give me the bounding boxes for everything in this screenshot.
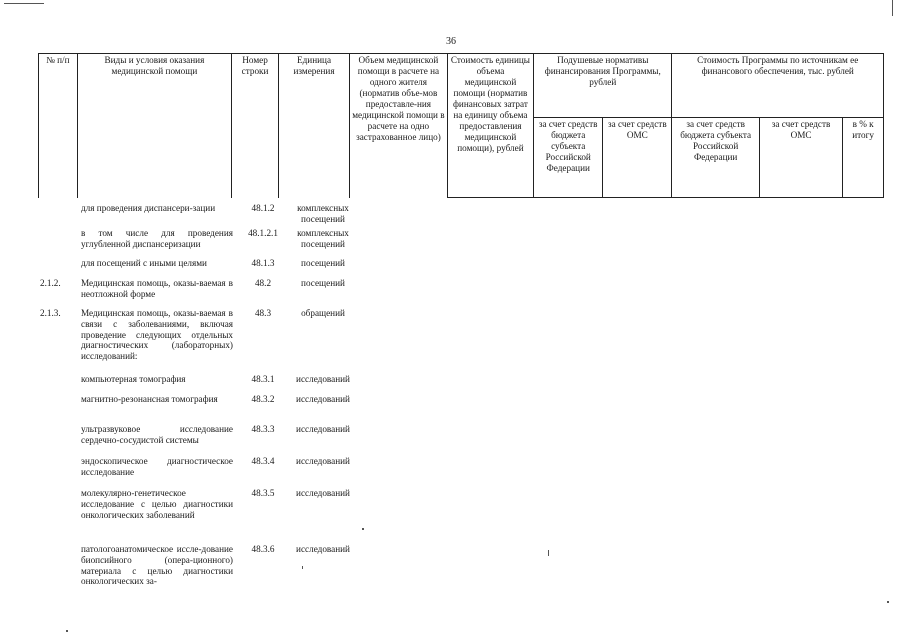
table-row — [38, 424, 359, 456]
row-num: 2.1.3. — [40, 308, 61, 318]
row-line-no: 48.1.2.1 — [248, 228, 278, 238]
row-name: молекулярно-генетическое исследование с целью диагностики онкологических заболеваний — [81, 488, 233, 520]
table-body — [38, 203, 359, 596]
header-program-pct: в % к итогу — [843, 118, 884, 198]
row-unit: исследований — [296, 374, 350, 384]
row-unit: комплексных посещений — [297, 228, 349, 249]
scan-speck — [66, 630, 68, 632]
header-program-cost: Стоимость Программы по источникам ее финансового обеспечения, тыс. рублей — [672, 54, 884, 118]
row-num — [38, 203, 79, 228]
scan-speck — [362, 528, 364, 530]
row-unit: посещений — [301, 258, 345, 268]
row-line-no: 48.3.5 — [251, 488, 275, 498]
row-name: магнитно-резонансная томография — [81, 394, 218, 404]
header-unit: Единица измерения — [278, 54, 349, 198]
row-name: компьютерная томография — [81, 374, 186, 384]
row-unit: исследований — [296, 394, 350, 404]
header-num: № п/п — [39, 54, 78, 198]
row-line-no: 48.2 — [254, 278, 272, 288]
row-num — [38, 374, 79, 394]
scan-mark-right-edge — [892, 0, 893, 16]
row-num — [38, 394, 79, 424]
row-unit: исследований — [296, 424, 350, 434]
row-num — [38, 456, 79, 488]
row-line-no: 48.3.4 — [251, 456, 275, 466]
row-unit: исследований — [296, 456, 350, 466]
header-program-oms: за счет средств ОМС — [759, 118, 842, 198]
row-name: для посещений с иными целями — [81, 258, 207, 268]
header-per-capita: Подушевые нормативы финансирования Программы, рублей — [534, 54, 672, 118]
row-name: эндоскопическое диагностическое исследование — [81, 456, 233, 477]
row-name: ультразвуковое исследование сердечно-сосудистой системы — [81, 424, 233, 445]
row-unit: исследований — [296, 544, 350, 554]
row-unit: обращений — [301, 308, 345, 318]
row-name: патологоанатомическое иссле-дование биопсийного (опера-ционного) материала с целью диагностики онкологических за- — [81, 544, 233, 587]
scan-mark-top-left — [4, 3, 44, 4]
row-line-no: 48.1.3 — [251, 258, 275, 268]
header-cost: Стоимость единицы объема медицинской помощи (норматив финансовых затрат на единицу объема предоставления медицинской помощи), рублей — [447, 54, 533, 198]
row-line-no: 48.3.3 — [251, 424, 275, 434]
row-num — [38, 424, 79, 456]
row-num — [38, 488, 79, 544]
row-num — [38, 544, 79, 596]
row-line-no: 48.3 — [254, 308, 272, 318]
header-row-no: Номер строки — [232, 54, 279, 198]
row-line-no: 48.1.2 — [251, 203, 275, 213]
row-name: в том числе для проведения углубленной диспансеризации — [81, 228, 233, 249]
scan-speck — [548, 550, 549, 556]
row-name: Медицинская помощь, оказы-ваемая в связи с заболеваниями, включая проведение следующих отдельных диагностических (лабораторных) исследований: — [81, 308, 233, 362]
row-name: Медицинская помощь, оказы-ваемая в неотложной форме — [81, 278, 233, 299]
scan-speck — [887, 601, 889, 603]
page-number: 36 — [446, 36, 456, 47]
table-header — [38, 53, 884, 198]
table-row — [38, 308, 359, 374]
row-unit: посещений — [301, 278, 345, 288]
table-row — [38, 394, 359, 424]
table-row — [38, 278, 359, 308]
row-name: для проведения диспансери-зации — [81, 203, 216, 213]
header-program-budget: за счет средств бюджета субъекта Российской Федерации — [672, 118, 759, 198]
header-per-capita-oms: за счет средств ОМС — [603, 118, 672, 198]
row-num — [38, 228, 79, 258]
header-per-capita-budget: за счет средств бюджета субъекта Российской Федерации — [534, 118, 603, 198]
row-unit: комплексных посещений — [297, 203, 349, 224]
table-row — [38, 228, 359, 258]
row-line-no: 48.3.1 — [251, 374, 275, 384]
row-line-no: 48.3.6 — [251, 544, 275, 554]
table-row — [38, 374, 359, 394]
table-row — [38, 203, 359, 228]
row-num: 2.1.2. — [40, 278, 61, 288]
table-row — [38, 488, 359, 544]
row-num — [38, 258, 79, 278]
scan-speck — [302, 566, 303, 569]
header-kind: Виды и условия оказания медицинской помощи — [77, 54, 232, 198]
table-row — [38, 544, 359, 596]
table-row — [38, 258, 359, 278]
header-volume: Объем медицинской помощи в расчете на одного жителя (норматив объе-мов предоставле-ния медицинской помощи в расчете на одно застрахованное лицо) — [350, 54, 448, 198]
row-unit: исследований — [296, 488, 350, 498]
table-row — [38, 456, 359, 488]
row-line-no: 48.3.2 — [251, 394, 275, 404]
